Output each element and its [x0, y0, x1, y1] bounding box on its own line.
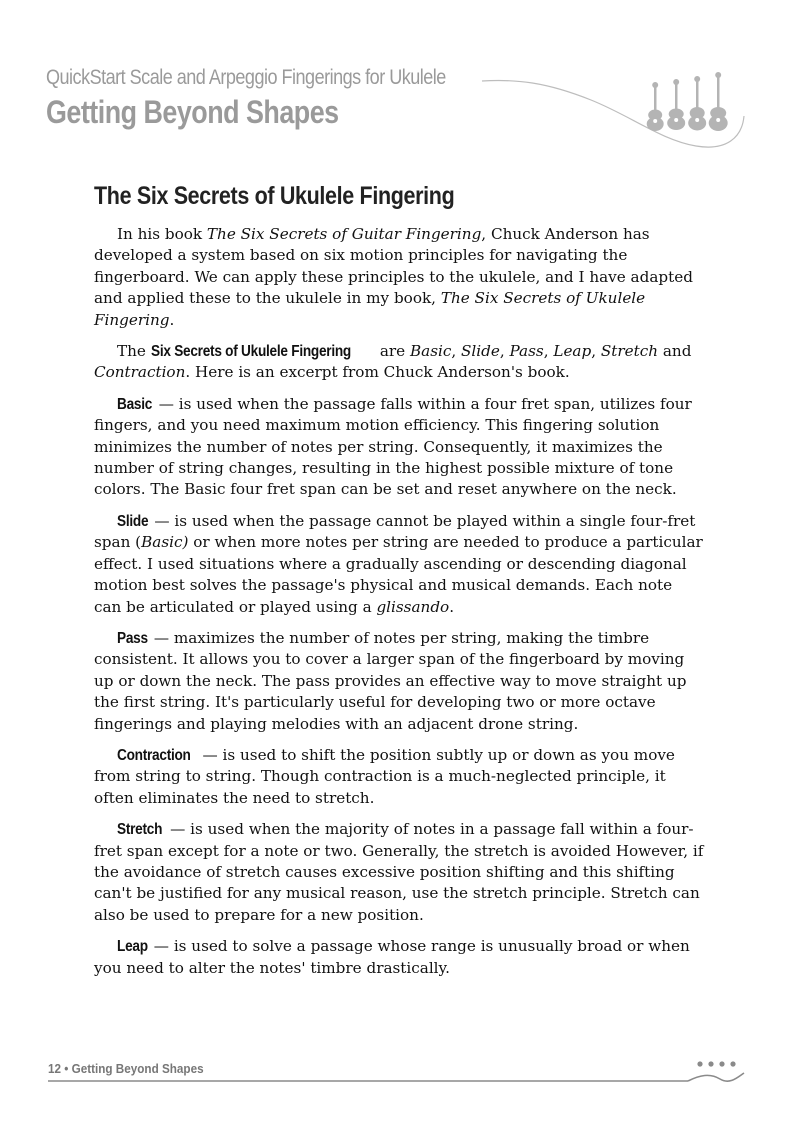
intro-text-3: . — [169, 310, 175, 329]
page-header — [46, 66, 746, 156]
summary-word-basic: Basic — [409, 342, 452, 361]
main-content — [94, 182, 704, 989]
guitar-book-title: The Six Secrets of Guitar Fingering — [206, 225, 482, 243]
pass-text: — maximizes the number of notes per string, making the timbre consistent. It allows you to cover a larger span of the fingerboard by moving up or down the neck. The pass provides an effective way to move straight up the first string. It's particularly useful for developing two or more octave fingerings and playing melodies with an adjacent drone string. — [94, 628, 687, 733]
pass-paragraph — [94, 628, 704, 735]
contraction-paragraph — [94, 745, 704, 809]
summary-word-contraction: Contraction — [94, 363, 186, 382]
intro-text-2: , Chuck Anderson has developed a system based on six motion principles for navigating the fingerboard. We can apply these principles to the ukulele, and I have adapted and applied these to the ukulele in my book, — [94, 225, 693, 308]
slide-emphasis-basic: Basic) — [141, 533, 189, 552]
basic-paragraph — [94, 394, 704, 501]
basic-text: — is used when the passage falls within a four fret span, utilizes four fingers, and you need maximum motion efficiency. This fingering solution minimizes the number of notes per string. Consequently, it maximizes the number of string changes, resulting in the highest possible mixture of tone colors. The Basic four fret span can be set and reset anywhere on the neck. — [94, 394, 692, 499]
basic-term: Basic — [117, 395, 153, 413]
summary-word-slide: Slide — [461, 342, 500, 361]
leap-paragraph — [94, 936, 704, 979]
summary-sep-3: , — [543, 342, 554, 361]
summary-paragraph — [94, 341, 704, 384]
section-heading: The Six Secrets of Ukulele Fingering — [94, 182, 455, 210]
slide-paragraph — [94, 511, 704, 618]
summary-text-1: The — [117, 342, 151, 361]
dotted-wave-icon — [688, 1061, 744, 1081]
stretch-term: Stretch — [117, 821, 163, 839]
ukulele-group-icon — [647, 72, 728, 131]
summary-sep-2: , — [499, 342, 510, 361]
footer-page-label: 12 • Getting Beyond Shapes — [48, 1061, 204, 1076]
summary-word-stretch: Stretch — [600, 342, 659, 361]
summary-sep-4: , — [591, 342, 601, 361]
summary-word-leap: Leap — [553, 342, 592, 361]
leap-text: — is used to solve a passage whose range is unusually broad or when you need to alter the notes' timbre drastically. — [94, 937, 690, 977]
intro-paragraph — [94, 224, 704, 331]
contraction-term: Contraction — [117, 746, 191, 764]
book-title: Getting Beyond Shapes — [46, 94, 339, 130]
summary-term: Six Secrets of Ukulele Fingering — [150, 343, 351, 361]
slide-text-3: . — [449, 597, 455, 616]
leap-term: Leap — [117, 938, 148, 956]
pass-term: Pass — [117, 629, 148, 647]
summary-text-3: . Here is an excerpt from Chuck Anderson's book. — [185, 363, 570, 382]
summary-text-2: are — [375, 342, 410, 361]
slide-term: Slide — [117, 512, 149, 530]
series-title: QuickStart Scale and Arpeggio Fingerings for Ukulele — [46, 66, 446, 89]
summary-sep-1: , — [451, 342, 462, 361]
slide-text-2: or when more notes per string are needed to produce a particular effect. I used situations where a gradually ascending or descending diagonal motion best solves the passage's physical and musical demands. Each note can be articulated or played using a — [94, 533, 703, 616]
summary-sep-5: and — [658, 342, 692, 361]
contraction-text: — is used to shift the position subtly up or down as you move from string to string. Though contraction is a much-neglected principle, it often eliminates the need to stretch. — [94, 745, 675, 807]
stretch-text: — is used when the majority of notes in a passage fall within a four-fret span except for a note or two. Generally, the stretch is avoided However, if the avoidance of stretch causes excessive position shifting and this shifting can't be justified for any musical reason, use the stretch principle. Stretch can also be used to prepare for a new position. — [94, 820, 704, 924]
slide-text-1: — is used when the passage cannot be played within a single four-fret span ( — [94, 511, 696, 552]
stretch-paragraph — [94, 819, 704, 926]
ukulele-book-title: The Six Secrets of Ukulele Fingering — [94, 289, 646, 329]
summary-word-pass: Pass — [509, 342, 544, 361]
intro-text-1: In his book — [117, 225, 207, 243]
slide-emphasis-glissando: glissando — [376, 597, 450, 616]
page-footer — [48, 1055, 748, 1095]
